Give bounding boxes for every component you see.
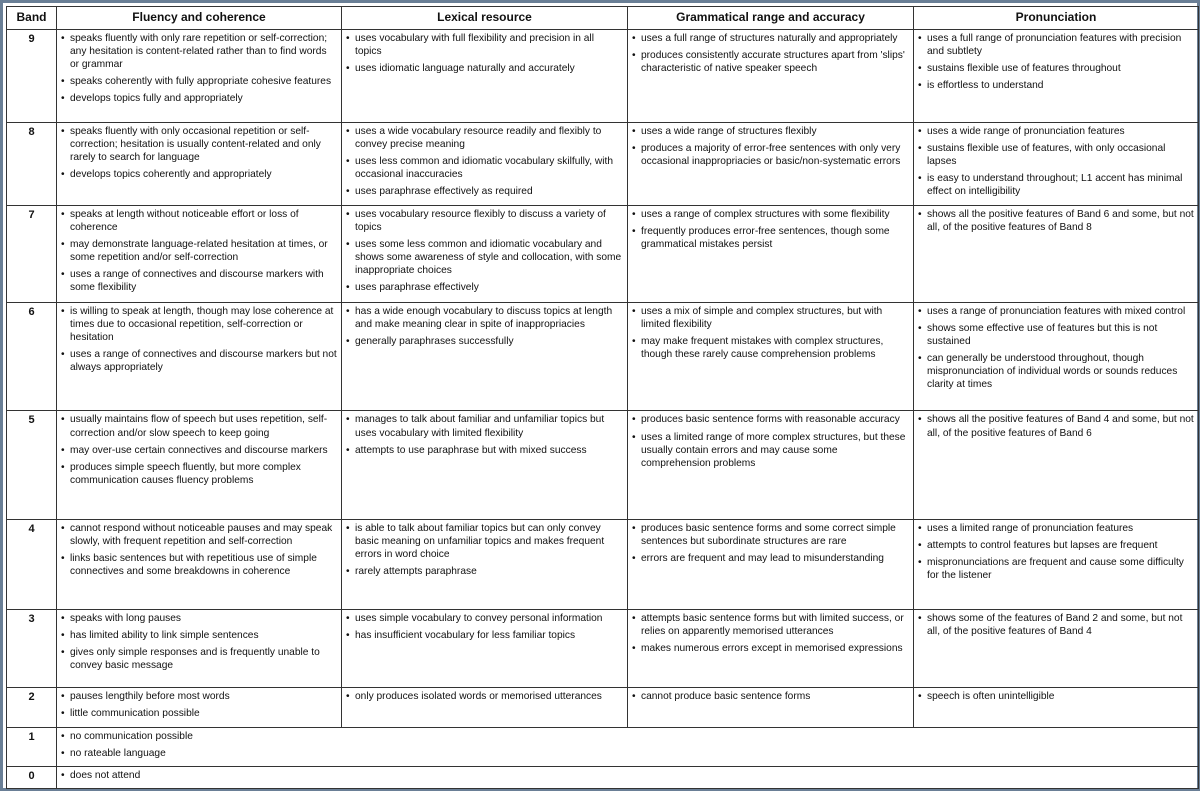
list-item: • speaks coherently with fully appropriate cohesive features: [61, 75, 337, 88]
fluency-list: [61, 413, 337, 486]
all-criteria-cell: [57, 766, 1199, 788]
list-item: • only produces isolated words or memorised utterances: [346, 690, 623, 703]
grammar-cell: [628, 123, 914, 206]
list-item: • uses a range of complex structures with some flexibility: [632, 208, 909, 221]
lexical-list: [346, 32, 623, 75]
lexical-cell: [342, 411, 628, 519]
list-item: • may over-use certain connectives and discourse markers: [61, 444, 337, 457]
lexical-cell: [342, 123, 628, 206]
list-item: • is easy to understand throughout; L1 accent has minimal effect on intelligibility: [918, 172, 1194, 198]
table-row: [7, 205, 1199, 302]
list-item: • uses paraphrase effectively as required: [346, 185, 623, 198]
list-item: • uses a limited range of more complex structures, but these usually contain errors and may cause some comprehension problems: [632, 431, 909, 470]
table-row: [7, 688, 1199, 727]
list-item: • uses some less common and idiomatic vocabulary and shows some awareness of style and collocation, with some inappropriate choices: [346, 238, 623, 277]
list-item: • links basic sentences but with repetitious use of simple connectives and some breakdowns in coherence: [61, 552, 337, 578]
list-item: • uses a full range of structures naturally and appropriately: [632, 32, 909, 45]
list-item: • manages to talk about familiar and unfamiliar topics but uses vocabulary with limited flexibility: [346, 413, 623, 439]
list-item: • produces consistently accurate structures apart from 'slips' characteristic of native speaker speech: [632, 49, 909, 75]
header-lexical: Lexical resource: [342, 7, 628, 30]
pronunciation-cell: [914, 205, 1199, 302]
speaking-band-descriptors-table: [6, 6, 1199, 789]
fluency-list: [61, 208, 337, 294]
lexical-list: [346, 125, 623, 198]
list-item: • usually maintains flow of speech but uses repetition, self-correction and/or slow speech to keep going: [61, 413, 337, 439]
list-item: • shows all the positive features of Band 4 and some, but not all, of the positive features of Band 6: [918, 413, 1194, 439]
lexical-list: [346, 208, 623, 294]
lexical-cell: [342, 30, 628, 123]
band-number: 0: [7, 766, 57, 788]
header-row: [7, 7, 1199, 30]
list-item: • uses a full range of pronunciation features with precision and subtlety: [918, 32, 1194, 58]
pronunciation-list: [918, 612, 1194, 638]
lexical-list: [346, 305, 623, 348]
table-row: [7, 30, 1199, 123]
fluency-list: [61, 612, 337, 672]
list-item: • uses a range of pronunciation features with mixed control: [918, 305, 1194, 318]
list-item: • is able to talk about familiar topics but can only convey basic meaning on unfamiliar topics and makes frequent errors in word choice: [346, 522, 623, 561]
table-row: [7, 411, 1199, 519]
list-item: • produces a majority of error-free sentences with only very occasional inappropriacies or basic/non-systematic errors: [632, 142, 909, 168]
fluency-list: [61, 125, 337, 181]
list-item: • uses a wide vocabulary resource readily and flexibly to convey precise meaning: [346, 125, 623, 151]
band-number: 9: [7, 30, 57, 123]
grammar-cell: [628, 610, 914, 688]
list-item: • speaks at length without noticeable effort or loss of coherence: [61, 208, 337, 234]
header-band: Band: [7, 7, 57, 30]
lexical-cell: [342, 610, 628, 688]
grammar-list: [632, 690, 909, 703]
band-number: 8: [7, 123, 57, 206]
list-item: • little communication possible: [61, 707, 337, 720]
list-item: • produces basic sentence forms with reasonable accuracy: [632, 413, 909, 426]
fluency-list: [61, 305, 337, 374]
pronunciation-list: [918, 125, 1194, 198]
list-item: • has a wide enough vocabulary to discuss topics at length and make meaning clear in spite of inappropriacies: [346, 305, 623, 331]
lexical-cell: [342, 303, 628, 411]
list-item: • sustains flexible use of features, with only occasional lapses: [918, 142, 1194, 168]
list-item: • no communication possible: [61, 730, 1194, 743]
grammar-cell: [628, 205, 914, 302]
lexical-cell: [342, 688, 628, 727]
fluency-cell: [57, 30, 342, 123]
table-row: [7, 727, 1199, 766]
lexical-list: [346, 612, 623, 642]
pronunciation-list: [918, 522, 1194, 582]
fluency-cell: [57, 205, 342, 302]
all-criteria-list: [61, 769, 1194, 782]
pronunciation-cell: [914, 610, 1199, 688]
table-body: [7, 30, 1199, 789]
list-item: • uses a wide range of pronunciation features: [918, 125, 1194, 138]
list-item: • has limited ability to link simple sentences: [61, 629, 337, 642]
list-item: • attempts to use paraphrase but with mixed success: [346, 444, 623, 457]
list-item: • makes numerous errors except in memorised expressions: [632, 642, 909, 655]
grammar-cell: [628, 411, 914, 519]
pronunciation-cell: [914, 303, 1199, 411]
fluency-list: [61, 522, 337, 578]
list-item: • produces simple speech fluently, but more complex communication causes fluency problems: [61, 461, 337, 487]
band-number: 1: [7, 727, 57, 766]
grammar-list: [632, 522, 909, 565]
list-item: • uses simple vocabulary to convey personal information: [346, 612, 623, 625]
list-item: • uses a mix of simple and complex structures, but with limited flexibility: [632, 305, 909, 331]
list-item: • uses a wide range of structures flexibly: [632, 125, 909, 138]
list-item: • errors are frequent and may lead to misunderstanding: [632, 552, 909, 565]
pronunciation-cell: [914, 123, 1199, 206]
pronunciation-cell: [914, 411, 1199, 519]
pronunciation-list: [918, 413, 1194, 439]
list-item: • uses a range of connectives and discourse markers but not always appropriately: [61, 348, 337, 374]
fluency-cell: [57, 411, 342, 519]
list-item: • speaks fluently with only rare repetition or self-correction; any hesitation is content-related rather than to find words or grammar: [61, 32, 337, 71]
list-item: • gives only simple responses and is frequently unable to convey basic message: [61, 646, 337, 672]
list-item: • uses paraphrase effectively: [346, 281, 623, 294]
lexical-list: [346, 413, 623, 456]
pronunciation-cell: [914, 30, 1199, 123]
grammar-cell: [628, 30, 914, 123]
grammar-cell: [628, 519, 914, 609]
header-grammar: Grammatical range and accuracy: [628, 7, 914, 30]
list-item: • frequently produces error-free sentences, though some grammatical mistakes persist: [632, 225, 909, 251]
all-criteria-list: [61, 730, 1194, 760]
fluency-cell: [57, 123, 342, 206]
grammar-list: [632, 305, 909, 361]
grammar-cell: [628, 303, 914, 411]
band-number: 4: [7, 519, 57, 609]
table-row: [7, 519, 1199, 609]
list-item: • shows some effective use of features but this is not sustained: [918, 322, 1194, 348]
list-item: • uses a range of connectives and discourse markers with some flexibility: [61, 268, 337, 294]
header-pronunciation: Pronunciation: [914, 7, 1199, 30]
fluency-cell: [57, 519, 342, 609]
grammar-list: [632, 413, 909, 469]
list-item: • produces basic sentence forms and some correct simple sentences but subordinate structures are rare: [632, 522, 909, 548]
grammar-list: [632, 612, 909, 655]
list-item: • uses a limited range of pronunciation features: [918, 522, 1194, 535]
list-item: • uses less common and idiomatic vocabulary skilfully, with occasional inaccuracies: [346, 155, 623, 181]
list-item: • attempts basic sentence forms but with limited success, or relies on apparently memorised utterances: [632, 612, 909, 638]
list-item: • uses vocabulary resource flexibly to discuss a variety of topics: [346, 208, 623, 234]
lexical-list: [346, 522, 623, 578]
list-item: • uses idiomatic language naturally and accurately: [346, 62, 623, 75]
list-item: • develops topics coherently and appropriately: [61, 168, 337, 181]
header-fluency: Fluency and coherence: [57, 7, 342, 30]
grammar-list: [632, 32, 909, 75]
band-number: 5: [7, 411, 57, 519]
list-item: • speaks fluently with only occasional repetition or self-correction; hesitation is usually content-related and only rarely to search for language: [61, 125, 337, 164]
list-item: • rarely attempts paraphrase: [346, 565, 623, 578]
list-item: • no rateable language: [61, 747, 1194, 760]
list-item: • speech is often unintelligible: [918, 690, 1194, 703]
list-item: • pauses lengthily before most words: [61, 690, 337, 703]
list-item: • uses vocabulary with full flexibility and precision in all topics: [346, 32, 623, 58]
band-number: 6: [7, 303, 57, 411]
list-item: • cannot respond without noticeable pauses and may speak slowly, with frequent repetition and self-correction: [61, 522, 337, 548]
lexical-cell: [342, 205, 628, 302]
list-item: • can generally be understood throughout, though mispronunciation of individual words or sounds reduces clarity at times: [918, 352, 1194, 391]
list-item: • generally paraphrases successfully: [346, 335, 623, 348]
band-number: 7: [7, 205, 57, 302]
fluency-list: [61, 690, 337, 720]
table-row: [7, 610, 1199, 688]
fluency-cell: [57, 303, 342, 411]
list-item: • cannot produce basic sentence forms: [632, 690, 909, 703]
band-number: 3: [7, 610, 57, 688]
list-item: • is effortless to understand: [918, 79, 1194, 92]
table-row: [7, 766, 1199, 788]
pronunciation-list: [918, 32, 1194, 92]
grammar-cell: [628, 688, 914, 727]
fluency-cell: [57, 688, 342, 727]
grammar-list: [632, 208, 909, 251]
list-item: • shows all the positive features of Band 6 and some, but not all, of the positive features of Band 8: [918, 208, 1194, 234]
pronunciation-cell: [914, 519, 1199, 609]
list-item: • may make frequent mistakes with complex structures, though these rarely cause comprehension problems: [632, 335, 909, 361]
pronunciation-cell: [914, 688, 1199, 727]
table-row: [7, 123, 1199, 206]
list-item: • has insufficient vocabulary for less familiar topics: [346, 629, 623, 642]
list-item: • speaks with long pauses: [61, 612, 337, 625]
pronunciation-list: [918, 208, 1194, 234]
pronunciation-list: [918, 690, 1194, 703]
list-item: • sustains flexible use of features throughout: [918, 62, 1194, 75]
pronunciation-list: [918, 305, 1194, 391]
all-criteria-cell: [57, 727, 1199, 766]
fluency-cell: [57, 610, 342, 688]
list-item: • mispronunciations are frequent and cause some difficulty for the listener: [918, 556, 1194, 582]
table-row: [7, 303, 1199, 411]
grammar-list: [632, 125, 909, 168]
list-item: • develops topics fully and appropriately: [61, 92, 337, 105]
list-item: • may demonstrate language-related hesitation at times, or some repetition and/or self-correction: [61, 238, 337, 264]
list-item: • does not attend: [61, 769, 1194, 782]
lexical-list: [346, 690, 623, 703]
fluency-list: [61, 32, 337, 105]
list-item: • shows some of the features of Band 2 and some, but not all, of the positive features of Band 4: [918, 612, 1194, 638]
band-number: 2: [7, 688, 57, 727]
list-item: • is willing to speak at length, though may lose coherence at times due to occasional repetition, self-correction or hesitation: [61, 305, 337, 344]
lexical-cell: [342, 519, 628, 609]
list-item: • attempts to control features but lapses are frequent: [918, 539, 1194, 552]
